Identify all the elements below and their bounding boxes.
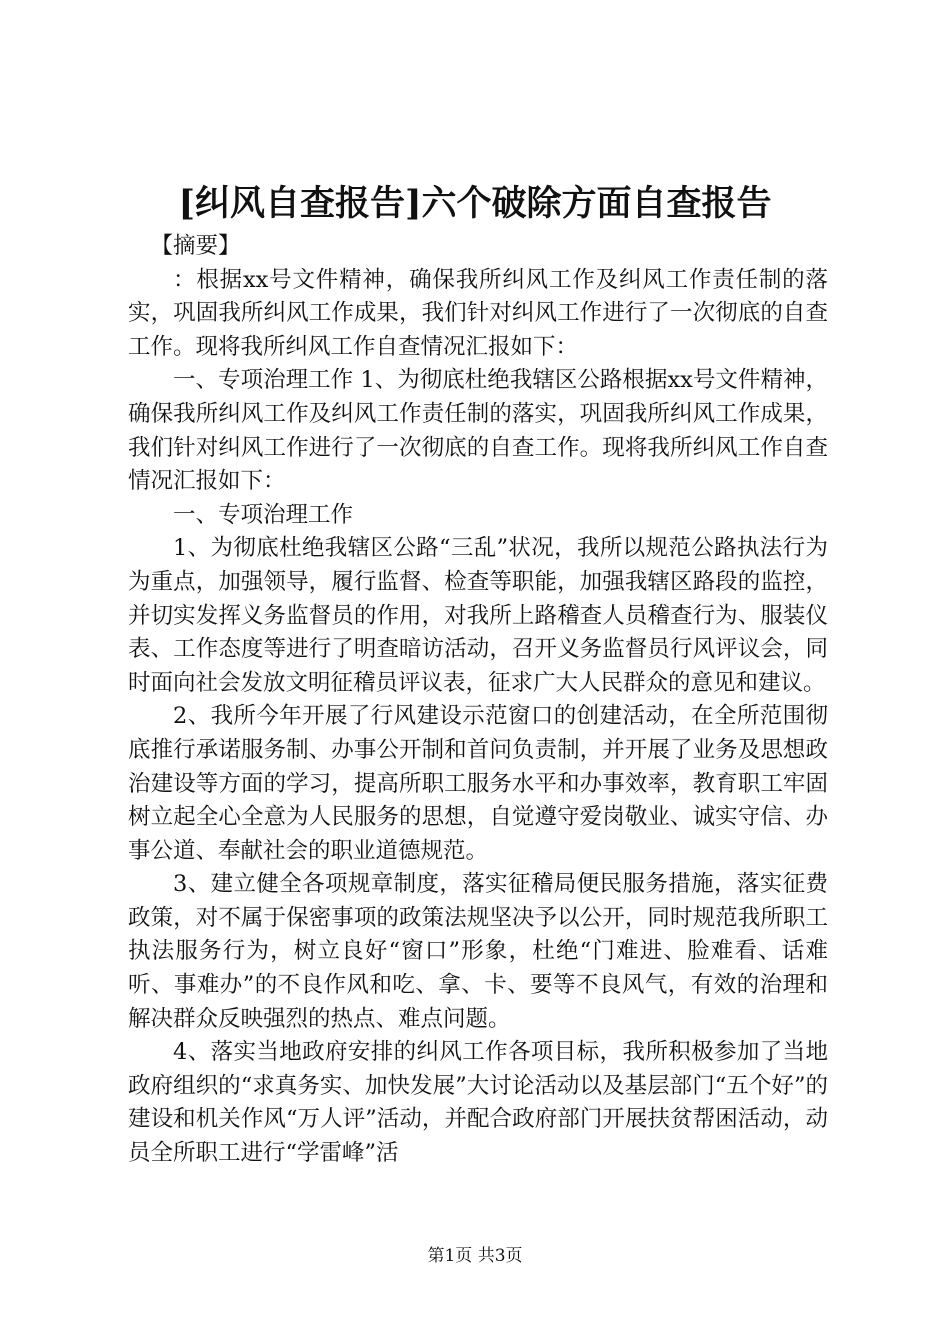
paragraph: 一、专项治理工作 1、为彻底杜绝我辖区公路根据xx号文件精神，确保我所纠风工作及纠风工作责任制的落实，巩固我所纠风工作成果，我们针对纠风工作进行了一次彻底的自查工作。现将我所纠风工作自查情况汇报如下：: [128, 367, 828, 495]
section-heading: 一、专项治理工作: [173, 501, 354, 528]
paragraph: 1、为彻底杜绝我辖区公路“三乱”状况，我所以规范公路执法行为为重点，加强领导，履行监督、检查等职能，加强我辖区路段的监控，并切实发挥义务监督员的作用，对我所上路稽查人员稽查行为、服装仪表、工作态度等进行了明查暗访活动，召开义务监督员行风评议会，同时面向社会发放文明征稽员评议表，征求广大人民群众的意见和建议。: [128, 535, 828, 696]
page-footer: 第1页 共3页: [427, 1246, 523, 1266]
paragraph: ：根据xx号文件精神，确保我所纠风工作及纠风工作责任制的落实，巩固我所纠风工作成果，我们针对纠风工作进行了一次彻底的自查工作。现将我所纠风工作自查情况汇报如下：: [128, 266, 828, 360]
document-title: [纠风自查报告]六个破除方面自查报告: [178, 183, 772, 224]
paragraph: 2、我所今年开展了行风建设示范窗口的创建活动，在全所范围彻底推行承诺服务制、办事公开制和首问负责制，并开展了业务及思想政治建设等方面的学习，提高所职工服务水平和办事效率，教育职工牢固树立起全心全意为人民服务的思想，自觉遵守爱岗敬业、诚实守信、办事公道、奉献社会的职业道德规范。: [128, 703, 828, 864]
abstract-label: 【摘要】: [150, 233, 241, 259]
document-body: [128, 230, 828, 1171]
paragraph: 3、建立健全各项规章制度，落实征稽局便民服务措施，落实征费政策，对不属于保密事项的政策法规坚决予以公开，同时规范我所职工执法服务行为，树立良好“窗口”形象，杜绝“门难进、脸难看、话难听、事难办”的不良作风和吃、拿、卡、要等不良风气，有效的治理和解决群众反映强烈的热点、难点问题。: [128, 871, 828, 1032]
paragraph: 4、落实当地政府安排的纠风工作各项目标，我所积极参加了当地政府组织的“求真务实、加快发展”大讨论活动以及基层部门“五个好”的建设和机关作风“万人评”活动，并配合政府部门开展扶贫帮困活动，动员全所职工进行“学雷峰”活: [128, 1039, 828, 1167]
